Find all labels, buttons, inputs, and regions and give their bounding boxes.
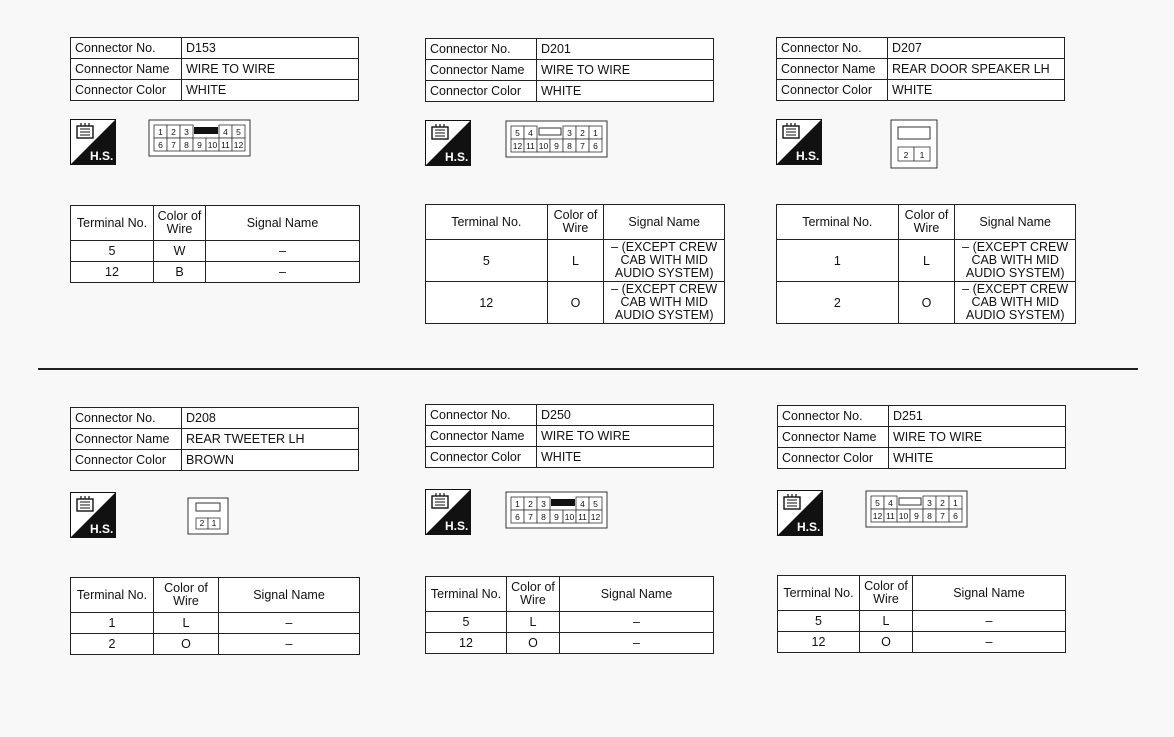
pin-label: 10 [898,511,909,521]
connector-key-filled [551,499,575,506]
signal-name-line: AUDIO SYSTEM) [614,266,714,280]
wire-color-cell: O [898,282,955,324]
col-signal-name: Signal Name [206,206,360,241]
hs-label: H.S. [797,520,821,534]
col-wire-color-line2: Wire [913,221,940,235]
table-header-row [71,578,360,613]
connector-name-label: Connector Name [71,429,182,450]
pin-label: 11 [578,512,587,522]
connector-no-label: Connector No. [426,39,537,60]
wire-color-cell: L [154,613,219,634]
connector-color-label: Connector Color [778,448,889,469]
connector-no-value: D201 [537,39,714,60]
connector-name-value: WIRE TO WIRE [182,59,359,80]
table-row [71,613,360,634]
connector-block-d153 [70,37,370,367]
terminal-no-cell: 2 [71,634,154,655]
connector-face-diagram [148,119,251,162]
connector-color-value: WHITE [888,80,1065,101]
signal-name-line: – [985,634,993,649]
col-signal-name: Signal Name [955,205,1076,240]
table-row [71,262,360,283]
col-wire-color [154,578,219,613]
connector-info-table [777,405,1066,469]
terminal-table [70,205,360,283]
pin-label: 1 [919,150,925,160]
col-signal-name: Signal Name [560,577,714,612]
terminal-no-cell: 12 [426,282,548,324]
signal-name-line: AUDIO SYSTEM) [965,266,1065,280]
terminal-table [425,576,714,654]
connector-face-diagram [505,491,608,534]
connector-key-slot [539,128,561,135]
connector-name-value: REAR TWEETER LH [182,429,359,450]
terminal-no-cell: 5 [71,241,154,262]
pin-label: 8 [184,140,189,150]
pin-label: 7 [580,141,585,151]
wire-color-cell: L [860,611,913,632]
pin-label: 6 [515,512,520,522]
connector-info-table [70,37,359,101]
terminal-no-cell: 12 [426,633,507,654]
terminal-no-cell: 1 [777,240,899,282]
signal-name-cell [913,611,1066,632]
connector-name-label: Connector Name [426,426,537,447]
pin-label: 1 [953,498,958,508]
terminal-no-cell: 2 [777,282,899,324]
terminal-no-cell: 5 [778,611,860,632]
table-row [71,634,360,655]
hs-label: H.S. [90,522,114,536]
pin-label: 8 [927,511,932,521]
table-row [426,282,725,324]
harness-side-icon [425,120,471,166]
hs-label: H.S. [445,519,469,533]
section-divider [38,368,1138,370]
pin-label: 10 [564,512,575,522]
pin-label: 12 [590,512,601,522]
signal-name-cell [913,632,1066,653]
connector-name-label: Connector Name [426,60,537,81]
pin-label: 3 [541,499,546,509]
hs-label: H.S. [445,150,469,164]
pin-label: 8 [567,141,572,151]
col-wire-color [860,576,913,611]
table-header-row [426,577,714,612]
pin-label: 2 [580,128,585,138]
col-wire-color-line2: Wire [173,594,199,608]
table-row [71,241,360,262]
connector-face-diagram [890,119,938,174]
connector-face-diagram [505,120,608,163]
connector-name-value: REAR DOOR SPEAKER LH [888,59,1065,80]
harness-side-icon [70,492,116,538]
harness-side-icon [776,119,822,165]
col-wire-color-line1: Color of [164,581,208,595]
connector-name-value: WIRE TO WIRE [537,60,714,81]
connector-color-label: Connector Color [426,81,537,102]
col-wire-color-line1: Color of [511,580,555,594]
terminal-no-cell: 12 [778,632,860,653]
wire-color-cell: O [507,633,560,654]
pin-label: 2 [903,150,909,160]
connector-block-d250 [425,404,725,734]
signal-name-line: – (EXCEPT CREW [962,282,1069,296]
signal-name-line: – [279,264,286,279]
pin-label: 10 [207,140,218,150]
col-wire-color-line1: Color of [904,208,949,222]
connector-name-label: Connector Name [71,59,182,80]
connector-no-value: D207 [888,38,1065,59]
pin-label: 2 [171,127,176,137]
pin-label: 3 [927,498,932,508]
connector-no-value: D250 [537,405,714,426]
col-wire-color-line1: Color of [864,579,908,593]
wire-color-cell: B [154,262,206,283]
connector-info-table [70,407,359,471]
terminal-no-cell: 1 [71,613,154,634]
pin-label: 11 [886,511,895,521]
terminal-table [425,204,725,324]
signal-name-line: CAB WITH MID [620,253,708,267]
connector-no-label: Connector No. [71,38,182,59]
signal-name-cell [219,634,360,655]
pin-label: 9 [554,512,559,522]
col-terminal-no: Terminal No. [777,205,899,240]
pin-label: 12 [233,140,244,150]
pin-label: 4 [528,128,533,138]
connector-name-label: Connector Name [777,59,888,80]
harness-side-icon [425,489,471,535]
connector-block-d201 [425,38,725,368]
wire-color-cell: L [547,240,604,282]
pin-label: 5 [593,499,598,509]
col-signal-name: Signal Name [604,205,725,240]
connector-name-value: WIRE TO WIRE [537,426,714,447]
pin-label: 2 [940,498,945,508]
pin-label: 6 [953,511,958,521]
col-wire-color [547,205,604,240]
pin-label: 9 [197,140,202,150]
col-wire-color-line2: Wire [873,592,899,606]
signal-name-line: – (EXCEPT CREW [611,240,718,254]
table-header-row [426,205,725,240]
connector-no-label: Connector No. [778,406,889,427]
signal-name-cell [604,240,725,282]
pin-label: 5 [875,498,880,508]
signal-name-line: – (EXCEPT CREW [962,240,1069,254]
col-terminal-no: Terminal No. [778,576,860,611]
connector-no-label: Connector No. [71,408,182,429]
connector-key-slot [899,498,921,505]
signal-name-line: – [633,635,640,650]
table-row [426,240,725,282]
signal-name-cell [604,282,725,324]
table-row [778,632,1066,653]
signal-name-cell [955,282,1076,324]
connector-no-value: D251 [889,406,1066,427]
connector-lock [196,503,220,511]
terminal-no-cell: 12 [71,262,154,283]
connector-no-value: D153 [182,38,359,59]
connector-name-label: Connector Name [778,427,889,448]
pin-label: 4 [888,498,893,508]
connector-info-table [425,404,714,468]
pin-label: 7 [171,140,176,150]
col-wire-color [507,577,560,612]
pin-label: 1 [593,128,598,138]
connector-color-label: Connector Color [71,450,182,471]
signal-name-line: CAB WITH MID [620,295,708,309]
signal-name-cell [560,612,714,633]
pin-label: 5 [236,127,241,137]
terminal-table [777,575,1066,653]
connector-no-value: D208 [182,408,359,429]
wire-color-cell: O [547,282,604,324]
connector-color-value: BROWN [182,450,359,471]
pin-label: 11 [221,140,230,150]
connector-block-d207 [776,37,1076,367]
pin-label: 12 [872,511,883,521]
table-header-row [778,576,1066,611]
table-row [426,633,714,654]
signal-name-cell [560,633,714,654]
pin-label: 6 [158,140,163,150]
col-wire-color [154,206,206,241]
connector-color-value: WHITE [182,80,359,101]
signal-name-cell [955,240,1076,282]
col-terminal-no: Terminal No. [426,577,507,612]
connector-color-value: WHITE [537,447,714,468]
signal-name-line: – [985,613,993,628]
table-row [778,611,1066,632]
pin-label: 2 [199,518,205,528]
pin-label: 3 [567,128,572,138]
table-header-row [71,206,360,241]
connector-info-table [425,38,714,102]
signal-name-line: CAB WITH MID [971,253,1059,267]
connector-color-label: Connector Color [777,80,888,101]
harness-side-icon [777,490,823,536]
col-signal-name: Signal Name [219,578,360,613]
col-terminal-no: Terminal No. [71,578,154,613]
pin-label: 8 [541,512,546,522]
signal-name-line: CAB WITH MID [971,295,1059,309]
connector-lock [898,127,930,139]
signal-name-line: AUDIO SYSTEM) [965,308,1065,322]
pin-label: 12 [512,141,523,151]
col-wire-color-line2: Wire [166,222,193,236]
pin-label: 4 [223,127,228,137]
harness-side-icon [70,119,116,165]
hs-label: H.S. [796,149,820,163]
table-row [426,612,714,633]
connector-no-label: Connector No. [777,38,888,59]
connector-block-d251 [777,405,1077,735]
terminal-table [70,577,360,655]
signal-name-line: – [285,636,293,651]
col-wire-color [898,205,955,240]
connector-color-label: Connector Color [71,80,182,101]
pin-label: 10 [538,141,549,151]
connector-name-value: WIRE TO WIRE [889,427,1066,448]
col-terminal-no: Terminal No. [71,206,154,241]
pin-label: 6 [593,141,598,151]
signal-name-line: AUDIO SYSTEM) [614,308,714,322]
connector-block-d208 [70,407,370,737]
pin-label: 7 [528,512,533,522]
terminal-table [776,204,1076,324]
pin-label: 9 [914,511,919,521]
wire-color-cell: O [860,632,913,653]
connector-color-label: Connector Color [426,447,537,468]
signal-name-cell [206,262,360,283]
pin-label: 5 [515,128,520,138]
signal-name-line: – [285,615,293,630]
col-terminal-no: Terminal No. [426,205,548,240]
pin-label: 1 [211,518,217,528]
terminal-no-cell: 5 [426,240,548,282]
table-header-row [777,205,1076,240]
table-row [777,282,1076,324]
connector-key-filled [194,127,218,134]
terminal-no-cell: 5 [426,612,507,633]
pin-label: 4 [580,499,585,509]
wire-color-cell: L [507,612,560,633]
pin-label: 9 [554,141,559,151]
connector-face-diagram [187,497,229,540]
signal-name-cell [219,613,360,634]
hs-label: H.S. [90,149,114,163]
table-row [777,240,1076,282]
connector-color-value: WHITE [889,448,1066,469]
col-wire-color-line2: Wire [520,593,546,607]
signal-name-line: – (EXCEPT CREW [611,282,718,296]
col-wire-color-line1: Color of [553,208,598,222]
connector-info-table [776,37,1065,101]
pin-label: 11 [526,141,535,151]
pin-label: 7 [940,511,945,521]
col-wire-color-line1: Color of [157,209,202,223]
pin-label: 1 [515,499,520,509]
col-wire-color-line2: Wire [562,221,589,235]
connector-color-value: WHITE [537,81,714,102]
wire-color-cell: O [154,634,219,655]
wire-color-cell: W [154,241,206,262]
pin-label: 3 [184,127,189,137]
pin-label: 1 [158,127,163,137]
wire-color-cell: L [898,240,955,282]
col-signal-name: Signal Name [913,576,1066,611]
signal-name-cell [206,241,360,262]
pin-label: 2 [528,499,533,509]
signal-name-line: – [279,243,286,258]
connector-face-diagram [865,490,968,533]
connector-no-label: Connector No. [426,405,537,426]
signal-name-line: – [633,614,640,629]
